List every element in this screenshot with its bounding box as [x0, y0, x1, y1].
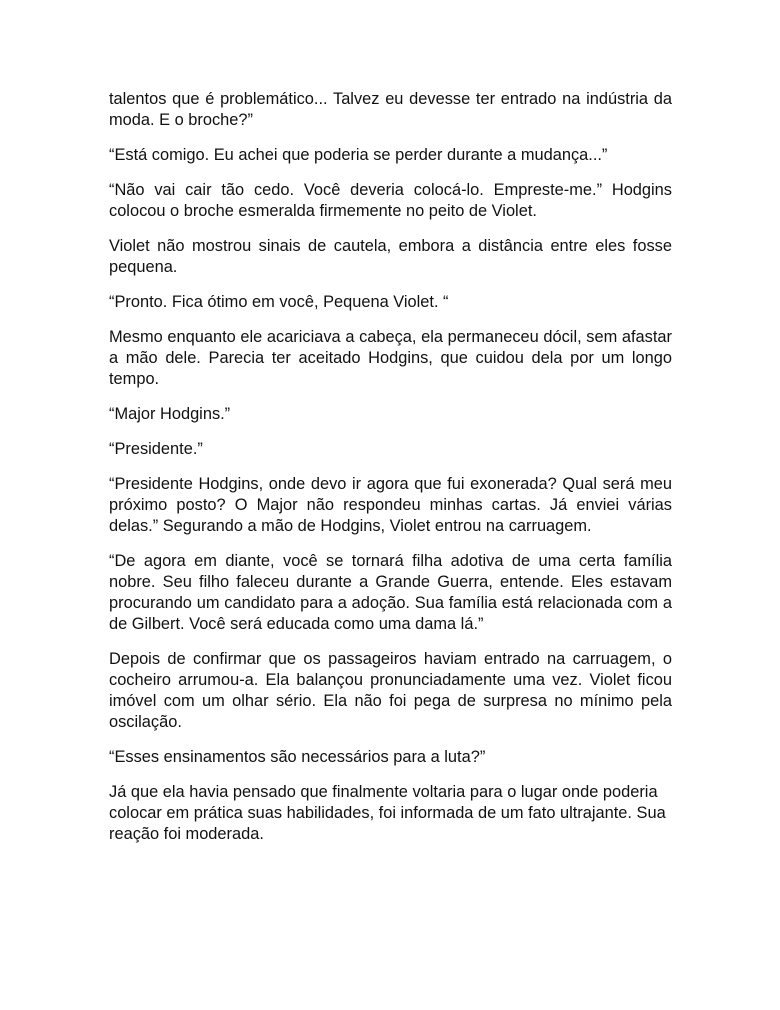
paragraph: Mesmo enquanto ele acariciava a cabeça, ela permaneceu dócil, sem afastar a mão dele. Parecia ter aceitado Hodgins, que cuidou dela por um longo tempo.: [109, 328, 672, 388]
document-body: [109, 89, 672, 859]
paragraph: “Presidente Hodgins, onde devo ir agora que fui exonerada? Qual será meu próximo posto? O Major não respondeu minhas cartas. Já enviei várias delas.” Segurando a mão de Hodgins, Violet entrou na carruagem.: [109, 475, 672, 535]
paragraph: “Não vai cair tão cedo. Você deveria colocá-lo. Empreste-me.” Hodgins colocou o broche esmeralda firmemente no peito de Violet.: [109, 181, 672, 220]
paragraph: “Major Hodgins.”: [109, 405, 231, 423]
paragraph: “Está comigo. Eu achei que poderia se perder durante a mudança...”: [109, 146, 608, 164]
paragraph: Violet não mostrou sinais de cautela, embora a distância entre eles fosse pequena.: [109, 237, 672, 276]
paragraph: Já que ela havia pensado que finalmente voltaria para o lugar onde poderia colocar em prática suas habilidades, foi informada de um fato ultrajante. Sua reação foi moderada.: [109, 783, 666, 843]
paragraph: “Presidente.”: [109, 440, 203, 458]
paragraph: “De agora em diante, você se tornará filha adotiva de uma certa família nobre. Seu filho faleceu durante a Grande Guerra, entende. Eles estavam procurando um candidato para a adoção. Sua família está relacionada com a de Gilbert. Você será educada como uma dama lá.”: [109, 552, 672, 633]
paragraph: “Pronto. Fica ótimo em você, Pequena Violet. “: [109, 293, 449, 311]
paragraph: Depois de confirmar que os passageiros haviam entrado na carruagem, o cocheiro arrumou-a. Ela balançou pronunciadamente uma vez. Violet ficou imóvel com um olhar sério. Ela não foi pega de surpresa no mínimo pela oscilação.: [109, 650, 672, 731]
paragraph: talentos que é problemático... Talvez eu devesse ter entrado na indústria da moda. E o broche?”: [109, 90, 672, 129]
paragraph: “Esses ensinamentos são necessários para a luta?”: [109, 748, 486, 766]
